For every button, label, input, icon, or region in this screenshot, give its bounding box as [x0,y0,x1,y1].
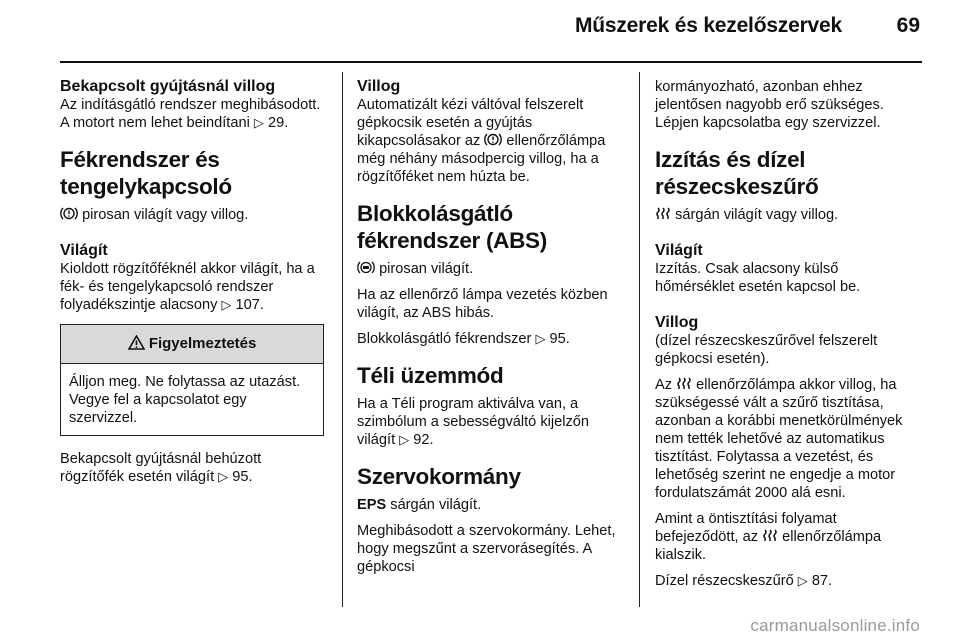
paragraph: Meghibásodott a szervokormány. Lehet, hogy megszűnt a szervorásegítés. A gépkocsi [357,523,616,575]
section-title: Téli üzemmód [357,363,504,388]
page-ref-link[interactable]: 95. [549,331,570,347]
warning-box [60,324,324,436]
paragraph: Dízel részecskeszűrő ▷ 87. [655,573,833,589]
abs-warning-icon [357,260,375,275]
glow-plug-icon [655,206,671,221]
page-ref-arrow-icon: ▷ [218,469,229,484]
paragraph: kormányozható, azonban ehhez jelentősen nagyobb erő szükséges. Lépjen kapcsolatba egy szervizzel. [655,79,884,131]
section-title: Szervokormány [357,464,521,489]
page-header [0,0,960,62]
brake-warning-icon [60,206,78,221]
paragraph: Ha az ellenőrző lámpa vezetés közben világít, az ABS hibás. [357,287,608,321]
paragraph: Bekapcsolt gyújtásnál behúzott rögzítőfék esetén világít ▷ 95. [60,451,262,485]
paragraph: pirosan világít vagy villog. [60,206,326,224]
page-ref-arrow-icon: ▷ [399,432,410,447]
page-ref-link[interactable]: 29. [267,115,289,131]
page-ref-arrow-icon: ▷ [797,573,808,588]
paragraph: Automatizált kézi váltóval felszerelt gépkocsik esetén a gyújtás kikapcsolásakor az ellenőrzőlámpa még néhány másodpercig villog, ha a rögzítőféket nem húzta be. [357,97,606,185]
paragraph: sárgán világít vagy villog. [655,206,921,224]
glow-plug-icon [762,528,778,543]
section-title: Fékrendszer és tengelykapcsoló [60,147,232,199]
brake-warning-icon [484,132,502,147]
section-heading: Világít [655,242,703,259]
column-1 [60,78,326,494]
paragraph: Izzítás. Csak alacsony külső hőmérséklet esetén kapcsol be. [655,261,861,295]
section-title: Blokkolásgátló fékrendszer (ABS) [357,201,547,253]
page-ref-arrow-icon: ▷ [535,331,546,346]
paragraph: Amint a öntisztítási folyamat befejeződött, az ellenőrzőlámpa kialszik. [655,511,882,563]
column-divider [639,72,640,607]
paragraph: Blokkolásgátló fékrendszer ▷ 95. [357,331,570,347]
column-3 [655,78,921,598]
page-ref-link[interactable]: 92. [413,432,434,448]
page-ref-link[interactable]: 87. [811,573,833,589]
page-ref-arrow-icon: ▷ [253,115,264,130]
paragraph: Kioldott rögzítőféknél akkor világít, ha a fék- és tengelykapcsoló rendszer folyadékszintje alacsony ▷ 107. [60,261,315,313]
warning-title: Figyelmeztetés [148,335,257,352]
page-ref-link[interactable]: 107. [235,297,264,313]
eps-indicator-label: EPS [357,497,387,513]
glow-plug-icon [676,376,692,391]
section-heading: Világít [60,242,108,259]
paragraph: EPS sárgán világít. [357,497,482,513]
warning-text: Álljon meg. Ne folytassa az utazást. Vegye fel a kapcsolatot egy szervizzel. [69,374,301,426]
paragraph: Az ellenőrzőlámpa akkor villog, ha szükségessé vált a szűrő tisztítása, azonban a korábbi menetkörülmények nem tették lehetővé az automatikus tisztítást. Folytassa a vezetést, és lehetőség szerint ne engedje a motor fordulatszámát 2000 alá esni. [655,377,903,501]
page-number: 69 [896,14,920,37]
section-heading: Bekapcsolt gyújtásnál villog [60,78,276,95]
header-divider [60,61,922,63]
warning-triangle-icon [128,335,145,350]
paragraph: pirosan világít. [357,260,623,278]
watermark: carmanualsonline.info [750,616,920,635]
paragraph: Ha a Téli program aktiválva van, a szimbólum a sebességváltó kijelzőn világít ▷ 92. [357,396,589,448]
paragraph: Az indításgátló rendszer meghibásodott. A motort nem lehet beindítani ▷ 29. [60,97,321,131]
section-heading: Villog [655,314,699,331]
warning-header [61,325,323,364]
section-title: Izzítás és dízel részecskeszűrő [655,147,819,199]
chapter-title: Műszerek és kezelőszervek [574,14,842,37]
column-2 [357,78,623,584]
paragraph: (dízel részecskeszűrővel felszerelt gépkocsi esetén). [655,333,878,367]
section-heading: Villog [357,78,401,95]
page-ref-link[interactable]: 95. [232,469,253,485]
column-divider [342,72,343,607]
page-ref-arrow-icon: ▷ [221,297,232,312]
